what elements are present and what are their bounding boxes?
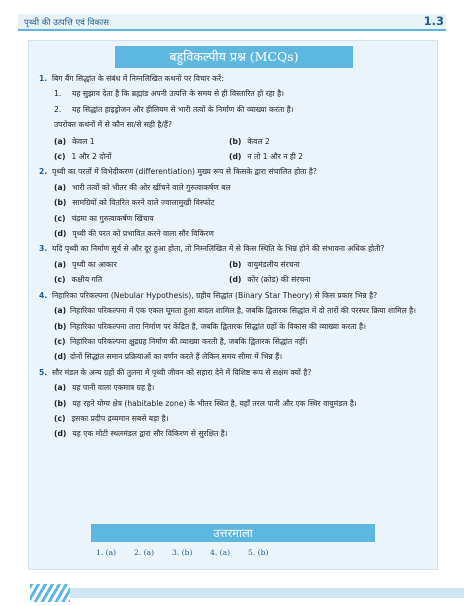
option-c[interactable]	[34, 214, 434, 224]
options-row	[34, 260, 434, 270]
option-a[interactable]	[34, 183, 434, 193]
option-label: (a)	[54, 306, 67, 316]
question-4	[34, 291, 434, 301]
option-label: (b)	[229, 259, 242, 269]
option-label: (b)	[54, 398, 67, 408]
section-title: बहुविकल्पीय प्रश्न (MCQs)	[115, 46, 353, 68]
question-5	[34, 368, 434, 378]
option-c[interactable]	[34, 337, 434, 347]
option-text: चंद्रमा का गुरुत्वाकर्षण खिंचाव	[71, 213, 154, 223]
option-label: (a)	[54, 182, 67, 192]
options-row	[34, 152, 434, 162]
answer-key-list	[96, 548, 376, 557]
option-d[interactable]	[229, 275, 404, 285]
option-label: (c)	[54, 152, 66, 162]
option-label: (c)	[54, 275, 66, 285]
option-label: (c)	[54, 213, 66, 223]
option-b[interactable]	[34, 198, 434, 208]
option-text: पृथ्वी की परत को प्रभावित करने वाला सौर विकिरण	[72, 229, 214, 239]
question-text: बिग बैंग सिद्धांत के संबंध में निम्नलिखित कथनों पर विचार करें:	[52, 74, 224, 83]
option-a[interactable]	[54, 137, 229, 147]
footer-hatch	[30, 584, 70, 602]
option-b[interactable]	[34, 399, 434, 409]
statement-2	[34, 105, 434, 115]
option-a[interactable]	[54, 260, 229, 270]
option-text: निहारिका परिकल्पना तारा निर्माण पर केंद्रित है, जबकि द्वितारक सिद्धांत ग्रहों के विकास की व्याख्या करता है।	[70, 321, 366, 331]
option-text: केवल 2	[247, 136, 270, 146]
options-row	[34, 137, 434, 147]
page-header	[0, 0, 464, 36]
option-d[interactable]	[229, 152, 404, 162]
option-label: (d)	[54, 229, 67, 239]
page-number: 1.3	[423, 14, 444, 28]
question-text: सौर मंडल के अन्य ग्रहों की तुलना में पृथ्वी जीवन को सहारा देने में विशिष्ट रूप से सक्षम क्यों है?	[52, 367, 312, 377]
statement-number: 1.	[54, 89, 62, 99]
answer-item: 4. (a)	[210, 548, 231, 557]
option-label: (a)	[54, 136, 67, 146]
option-d[interactable]	[34, 229, 434, 239]
option-text: न तो 1 और न ही 2	[247, 152, 304, 162]
option-text: निहारिका परिकल्पना में एक एकल घूमता हुआ बादल शामिल है, जबकि द्वितारक सिद्धांत में दो तारों की परस्पर क्रिया शामिल है।	[70, 306, 417, 316]
answer-key-title: उत्तरमाला	[91, 524, 375, 542]
option-label: (b)	[54, 321, 67, 331]
question-number: 1.	[39, 74, 48, 83]
option-a[interactable]	[34, 306, 434, 316]
option-text: पृथ्वी का आकार	[72, 259, 117, 269]
question-1	[34, 74, 434, 84]
statement-number: 2.	[54, 104, 62, 114]
option-label: (b)	[54, 198, 67, 208]
option-b[interactable]	[229, 260, 404, 270]
option-d[interactable]	[34, 352, 434, 362]
questions-list	[34, 74, 434, 442]
statement-1	[34, 89, 434, 99]
answer-item: 3. (b)	[172, 548, 193, 557]
option-text: सामग्रियों को वितरित करने वाले ज्वालामुखी विस्फोट	[72, 198, 215, 208]
chapter-title: पृथ्वी की उत्पत्ति एवं विकास	[24, 18, 110, 28]
question-prompt: उपरोक्त कथनों में से कौन सा/से सही है/हैं?	[54, 120, 172, 130]
question-number: 2.	[39, 167, 48, 177]
option-label: (c)	[54, 336, 66, 346]
question-3	[34, 244, 434, 254]
option-text: केवल 1	[72, 136, 95, 146]
option-text: इसका प्रदीप द्रव्यमान सबसे बड़ा है।	[71, 413, 169, 423]
option-text: दोनों सिद्धांत समान प्रक्रियाओं का वर्णन करते हैं लेकिन समय सीमा में भिन्न हैं।	[70, 352, 283, 362]
option-text: यह एक मोटी स्थलमंडल द्वारा सौर विकिरण से सुरक्षित है।	[72, 429, 228, 439]
question-2	[34, 167, 434, 177]
option-text: यह रहने योग्य क्षेत्र (habitable zone) के भीतर स्थित है, यहाँ तरल पानी और एक स्थिर वायुमंडल है।	[72, 398, 357, 408]
option-label: (b)	[229, 136, 242, 146]
answer-item: 5. (b)	[248, 548, 269, 557]
option-text: कक्षीय गति	[71, 275, 103, 285]
option-d[interactable]	[34, 429, 434, 439]
option-b[interactable]	[229, 137, 404, 147]
option-label: (d)	[229, 152, 242, 162]
option-label: (d)	[54, 429, 67, 439]
question-number: 3.	[39, 244, 48, 254]
option-c[interactable]	[54, 275, 229, 285]
option-text: निहारिका परिकल्पना क्षुद्रग्रह निर्माण की व्याख्या करती है, जबकि द्वितारक सिद्धांत नहीं।	[70, 336, 308, 346]
question-text: निहारिका परिकल्पना (Nebular Hypothesis), ग्रहीय सिद्धांत (Binary Star Theory) से किस प्रकार भिन्न है?	[52, 290, 378, 300]
answer-item: 1. (a)	[96, 548, 117, 557]
question-number: 4.	[39, 290, 48, 300]
option-label: (c)	[54, 413, 66, 423]
option-text: यह पानी वाला एकमात्र ग्रह है।	[72, 383, 155, 393]
option-text: वायुमंडलीय संरचना	[247, 259, 300, 269]
question-text: यदि पृथ्वी का निर्माण सूर्य से और दूर हुआ होता, तो निम्नलिखित में से किस स्थिति के भिन्न होने की संभावना अधिक होती?	[52, 244, 385, 254]
option-label: (d)	[54, 352, 67, 362]
option-c[interactable]	[34, 414, 434, 424]
option-label: (a)	[54, 383, 67, 393]
option-text: कोर (क्रोड) की संरचना	[247, 275, 311, 285]
question-number: 5.	[39, 367, 48, 377]
option-text: भारी तत्वों को भीतर की ओर खींचने वाले गुरुत्वाकर्षण बल	[72, 182, 231, 192]
option-a[interactable]	[34, 383, 434, 393]
question-text: पृथ्वी का परतों में विभेदीकरण (differentiation) मुख्य रूप से किसके द्वारा संचालित होता है?	[52, 167, 317, 177]
option-label: (a)	[54, 259, 67, 269]
option-label: (d)	[229, 275, 242, 285]
statement-text: यह सुझाव देता है कि ब्रह्मांड अपनी उत्पत्ति के समय से ही विस्तारित हो रहा है।	[72, 89, 285, 99]
options-row	[34, 275, 434, 285]
option-text: 1 और 2 दोनों	[71, 152, 112, 162]
answer-item: 2. (a)	[134, 548, 155, 557]
option-c[interactable]	[54, 152, 229, 162]
footer-band	[70, 588, 464, 598]
option-b[interactable]	[34, 322, 434, 332]
statement-text: यह सिद्धांत हाइड्रोजन और हीलियम से भारी तत्वों के निर्माण की व्याख्या करता है।	[72, 104, 294, 114]
